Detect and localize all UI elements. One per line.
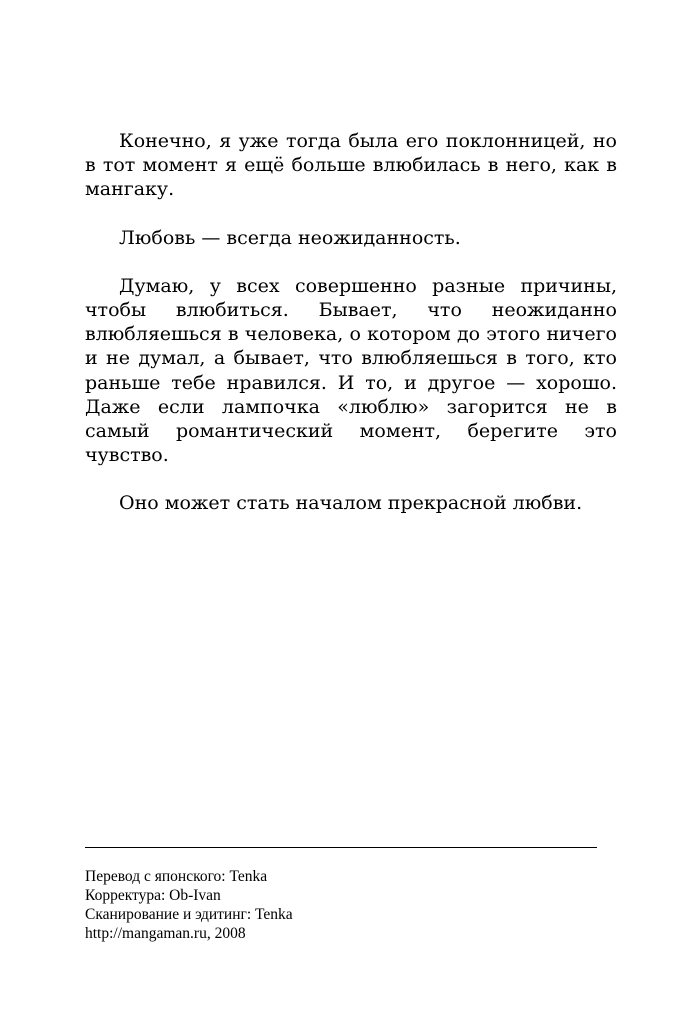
paragraph-1: Конечно, я уже тогда была его поклонницей, но в тот момент я ещё больше влюбилась в него, как в мангаку.: [85, 130, 617, 201]
credit-scanning-editing: Сканирование и эдитинг: Tenka: [85, 906, 293, 923]
credit-translation: Перевод с японского: Tenka: [85, 868, 268, 885]
credit-website: http://mangaman.ru, 2008: [85, 925, 246, 942]
credit-proofreading: Корректура: Ob-Ivan: [85, 887, 221, 904]
footnote-divider: [85, 847, 597, 848]
paragraph-2: Любовь — всегда неожиданность.: [119, 226, 461, 249]
paragraph-3: Думаю, у всех совершенно разные причины, чтобы влюбиться. Бывает, что неожиданно влюбляешься в человека, о котором до этого ничего и не думал, а бывает, что влюбляешься в того, кто раньше тебе нравился. И то, и другое — хорошо. Даже если лампочка «люблю» загорится не в самый романтический момент, берегите это чувство.: [85, 274, 617, 467]
credits-block: [85, 867, 605, 943]
body-text: [85, 129, 617, 540]
paragraph-4: Оно может стать началом прекрасной любви.: [119, 492, 583, 515]
